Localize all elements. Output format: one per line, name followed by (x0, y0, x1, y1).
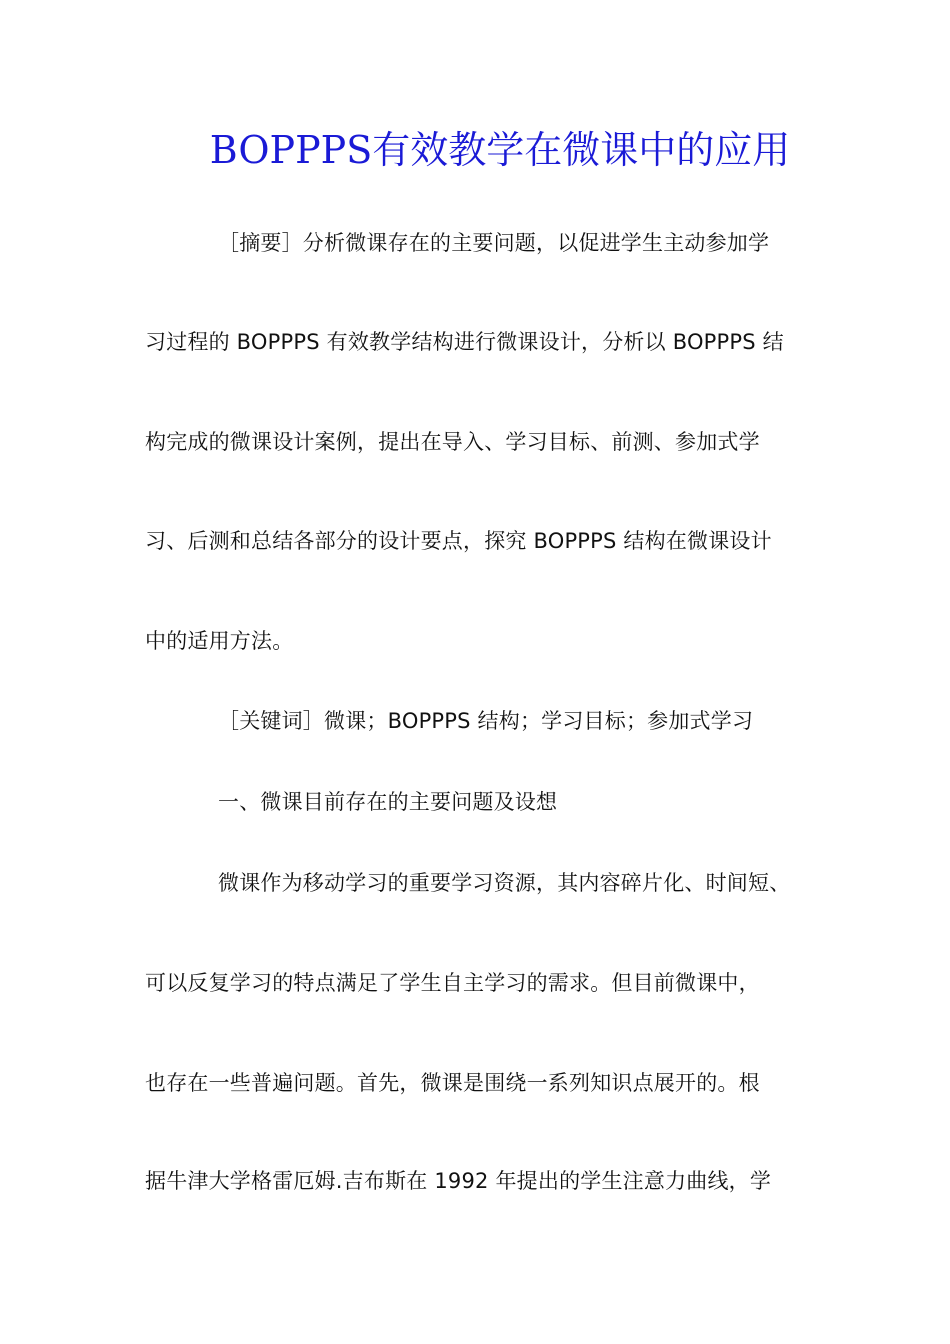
abstract-line-3: 构完成的微课设计案例，提出在导入、学习目标、前测、参加式学 (145, 430, 760, 454)
section-heading: 一、微课目前存在的主要问题及设想 (218, 790, 558, 814)
body-line-2: 可以反复学习的特点满足了学生自主学习的需求。但目前微课中， (145, 971, 760, 995)
abstract-line-1: ［摘要］分析微课存在的主要问题，以促进学生主动参加学 (218, 231, 770, 255)
document-title: BOPPPS有效教学在微课中的应用 (209, 128, 791, 172)
abstract-line-2: 习过程的 BOPPPS 有效教学结构进行微课设计，分析以 BOPPPS 结 (145, 330, 784, 354)
keywords-line: ［关键词］微课；BOPPPS 结构；学习目标；参加式学习 (218, 709, 754, 733)
abstract-line-4: 习、后测和总结各部分的设计要点，探究 BOPPPS 结构在微课设计 (145, 529, 772, 553)
abstract-line-5: 中的适用方法。 (145, 629, 294, 653)
body-line-4: 据牛津大学格雷厄姆.吉布斯在 1992 年提出的学生注意力曲线，学 (145, 1169, 772, 1193)
body-line-3: 也存在一些普遍问题。首先，微课是围绕一系列知识点展开的。根 (145, 1071, 760, 1095)
body-line-1: 微课作为移动学习的重要学习资源，其内容碎片化、时间短、 (218, 871, 791, 895)
